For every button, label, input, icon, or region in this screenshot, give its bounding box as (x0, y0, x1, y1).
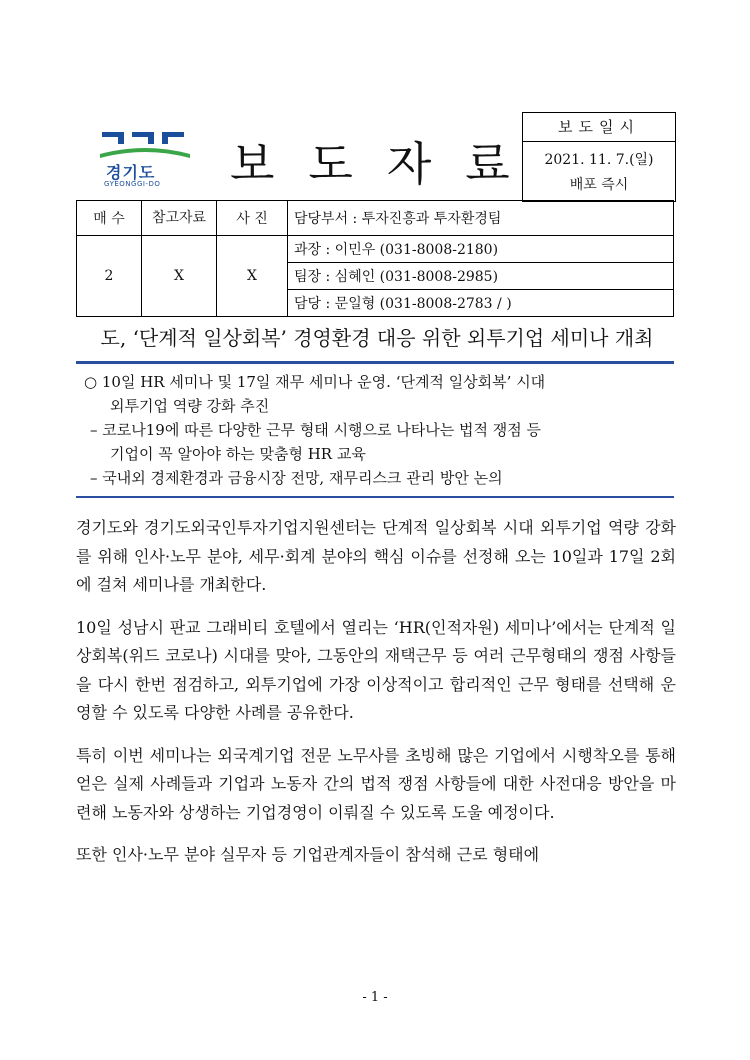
summary-main-line1: ○ 10일 HR 세미나 및 17일 재무 세미나 운영. ‘단계적 일상회복’ 시대 (84, 373, 546, 391)
release-header: 보도일시 (523, 113, 675, 142)
divider-bottom (76, 496, 674, 498)
dept-cell: 담당부서 : 투자진흥과 투자환경팀 (288, 201, 674, 236)
info-table (76, 200, 674, 317)
summary-sub1-line2: 기업이 꼭 알아야 하는 맞춤형 HR 교육 (110, 445, 366, 463)
summary-box (84, 370, 670, 490)
body-text (76, 514, 676, 884)
body-paragraph-3: 특히 이번 세미나는 외국계기업 전문 노무사를 초빙해 많은 기업에서 시행착오를 통해 얻은 실제 사례들과 기업과 노동자 간의 법적 쟁점 사항들에 대한 사전대응 방안을 마련해 노동자와 상생하는 기업경영이 이뤄질 수 있도록 도울 예정이다. (76, 745, 676, 822)
gyeonggi-logo (100, 130, 190, 188)
header-pages: 매 수 (77, 201, 142, 236)
summary-main-line2: 외투기업 역량 강화 추진 (110, 397, 270, 415)
summary-sub2: – 국내외 경제환경과 금융시장 전망, 재무리스크 관리 방안 논의 (90, 469, 503, 487)
header-refs: 참고자료 (142, 201, 217, 236)
headline: 도, ‘단계적 일상회복’ 경영환경 대응 위한 외투기업 세미나 개최 (100, 326, 654, 350)
release-timing: 배포 즉시 (569, 177, 629, 193)
logo-sub: GYEONGGI-DO (104, 180, 161, 188)
value-refs: X (142, 236, 217, 317)
release-date: 2021. 11. 7.(일) (544, 152, 654, 168)
contact-staff: 담당 : 문일형 (031-8008-2783 / ) (288, 290, 674, 317)
body-paragraph-1: 경기도와 경기도외국인투자기업지원센터는 단계적 일상회복 시대 외투기업 역량 강화를 위해 인사·노무 분야, 세무·회계 분야의 핵심 이슈를 선정해 오는 10일과 17일 2회에 걸쳐 세미나를 개최한다. (76, 518, 676, 594)
logo-mark-icon (100, 130, 190, 160)
value-pages: 2 (77, 236, 142, 317)
logo-name: 경기도 (106, 163, 156, 182)
body-paragraph-4: 또한 인사·노무 분야 실무자 등 기업관계자들이 참석해 근로 형태에 (76, 845, 540, 864)
header-photos: 사 진 (217, 201, 288, 236)
value-photos: X (217, 236, 288, 317)
summary-sub1-line1: – 코로나19에 따른 다양한 근무 형태 시행으로 나타나는 법적 쟁점 등 (90, 421, 542, 439)
page-title: 보도자료 (230, 137, 544, 191)
body-paragraph-2: 10일 성남시 판교 그래비티 호텔에서 열리는 ‘HR(인적자원) 세미나’에서는 단계적 일상회복(위드 코로나) 시대를 맞아, 그동안의 재택근무 등 여러 근무형태의 쟁점 사항들을 다시 한번 점검하고, 외투기업에 가장 이상적이고 합리적인 근무 형태를 선택해 운영할 수 있도록 다양한 사례를 공유한다. (76, 617, 676, 722)
divider-top (76, 361, 674, 364)
page-number: - 1 - (362, 990, 388, 1005)
contact-team-lead: 팀장 : 심혜인 (031-8008-2985) (288, 263, 674, 290)
contact-manager: 과장 : 이민우 (031-8008-2180) (288, 236, 674, 263)
release-box (522, 112, 676, 202)
